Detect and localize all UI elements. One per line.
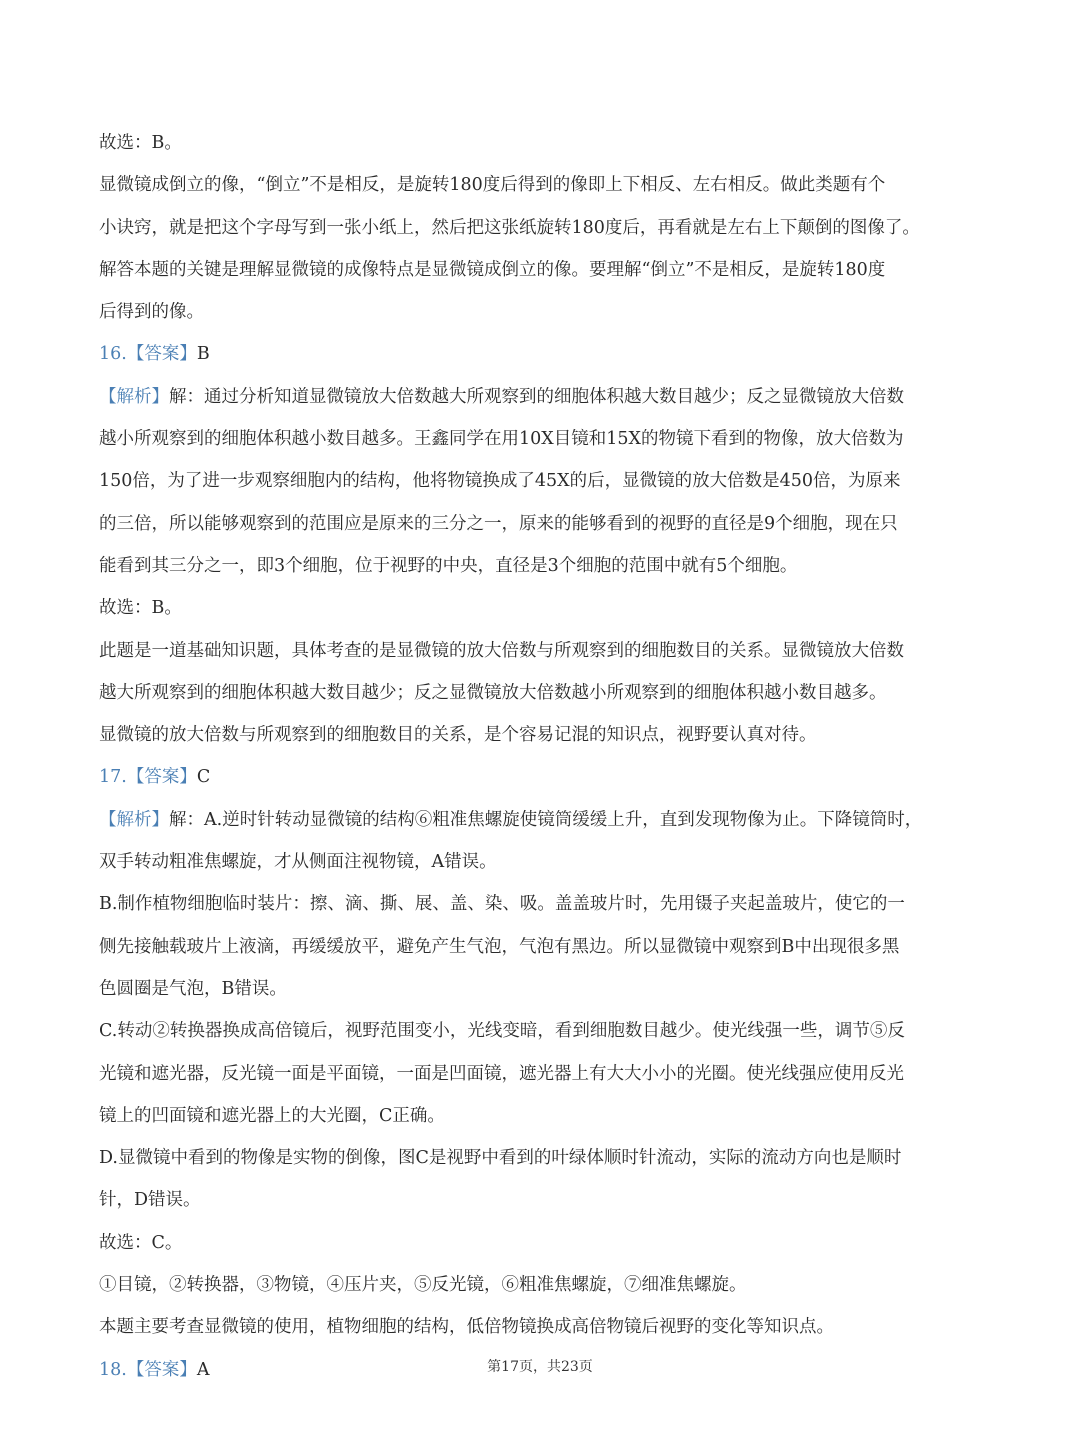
q18-number: 18. [99, 1359, 127, 1380]
q17-analysis-line: 光镜和遮光器，反光镜一面是平面镜，一面是凹面镜，遮光器上有大大小小的光圈。使光线强应使用反光 [99, 1063, 904, 1084]
q17-analysis-line: C.转动②转换器换成高倍镜后，视野范围变小，光线变暗，看到细胞数目越少。使光线强一些，调节⑤反 [99, 1021, 905, 1042]
q15-comment-line: 小诀窍，就是把这个字母写到一张小纸上，然后把这张纸旋转180度后，再看就是左右上下颠倒的图像了。 [99, 217, 920, 238]
q18-answer: A [196, 1359, 210, 1380]
q15-comment-line: 后得到的像。 [99, 302, 204, 323]
page-content [99, 122, 984, 1391]
q16-selection: 故选：B。 [99, 598, 182, 619]
q16-answer: B [196, 344, 210, 365]
q15-comment-line: 解答本题的关键是理解显微镜的成像特点是显微镜成倒立的像。要理解“倒立”不是相反，是旋转180度 [99, 259, 886, 280]
q17-answer-line [99, 756, 984, 798]
q16-analysis-line: 越小所观察到的细胞体积越小数目越多。王鑫同学在用10X目镜和15X的物镜下看到的物像，放大倍数为 [99, 429, 904, 450]
q17-analysis-line: 侧先接触载玻片上液滴，再缓缓放平，避免产生气泡，气泡有黑边。所以显微镜中观察到B中出现很多黑 [99, 936, 900, 957]
q16-analysis-first [99, 376, 984, 418]
q16-number: 16. [99, 344, 127, 365]
q17-number: 17. [99, 767, 127, 788]
q17-comment-line: 本题主要考查显微镜的使用，植物细胞的结构，低倍物镜换成高倍物镜后视野的变化等知识点。 [99, 1317, 834, 1338]
q16-analysis-line: 150倍，为了进一步观察细胞内的结构，他将物镜换成了45X的后，显微镜的放大倍数是450倍，为原来 [99, 471, 901, 492]
q16-analysis-text: 解：通过分析知道显微镜放大倍数越大所观察到的细胞体积越大数目越少；反之显微镜放大倍数 [169, 386, 904, 407]
q16-analysis-tag: 【解析】 [99, 386, 169, 407]
q17-answer-tag: 【答案】 [126, 767, 197, 788]
q17-analysis-line: 双手转动粗准焦螺旋，才从侧面注视物镜，A错误。 [99, 852, 497, 873]
q17-analysis-first [99, 799, 984, 841]
q16-comment-line: 越大所观察到的细胞体积越大数目越少；反之显微镜放大倍数越小所观察到的细胞体积越小数目越多。 [99, 682, 887, 703]
q17-selection: 故选：C。 [99, 1232, 183, 1253]
q17-analysis-text: 解：A.逆时针转动显微镜的结构⑥粗准焦螺旋使镜筒缓缓上升，直到发现物像为止。下降镜筒时， [169, 809, 923, 830]
q17-analysis-line: 色圆圈是气泡，B错误。 [99, 978, 287, 999]
q16-analysis-line: 的三倍，所以能够观察到的范围应是原来的三分之一，原来的能够看到的视野的直径是9个细胞，现在只 [99, 513, 898, 534]
q17-comment-line: ①目镜，②转换器，③物镜，④压片夹，⑤反光镜，⑥粗准焦螺旋，⑦细准焦螺旋。 [99, 1275, 747, 1296]
q16-answer-tag: 【答案】 [126, 344, 197, 365]
q17-analysis-line: 针，D错误。 [99, 1190, 201, 1211]
page-footer: 第17页，共23页 [487, 1359, 593, 1375]
q16-answer-line [99, 333, 984, 375]
q16-analysis-line: 能看到其三分之一，即3个细胞，位于视野的中央，直径是3个细胞的范围中就有5个细胞。 [99, 555, 798, 576]
q17-analysis-tag: 【解析】 [99, 809, 169, 830]
q17-analysis-line: 镜上的凹面镜和遮光器上的大光圈，C正确。 [99, 1105, 445, 1126]
q18-answer-tag: 【答案】 [126, 1359, 197, 1380]
q15-comment-line: 显微镜成倒立的像，“倒立”不是相反，是旋转180度后得到的像即上下相反、左右相反。做此类题有个 [99, 175, 886, 196]
q17-answer: C [196, 767, 211, 788]
q17-analysis-line: D.显微镜中看到的物像是实物的倒像，图C是视野中看到的叶绿体顺时针流动，实际的流动方向也是顺时 [99, 1148, 902, 1169]
q15-selection: 故选：B。 [99, 133, 182, 153]
q17-analysis-line: B.制作植物细胞临时装片：擦、滴、撕、展、盖、染、吸。盖盖玻片时，先用镊子夹起盖玻片，使它的一 [99, 894, 905, 915]
q16-comment-line: 此题是一道基础知识题，具体考查的是显微镜的放大倍数与所观察到的细胞数目的关系。显微镜放大倍数 [99, 640, 904, 661]
q16-comment-line: 显微镜的放大倍数与所观察到的细胞数目的关系，是个容易记混的知识点，视野要认真对待。 [99, 725, 817, 746]
